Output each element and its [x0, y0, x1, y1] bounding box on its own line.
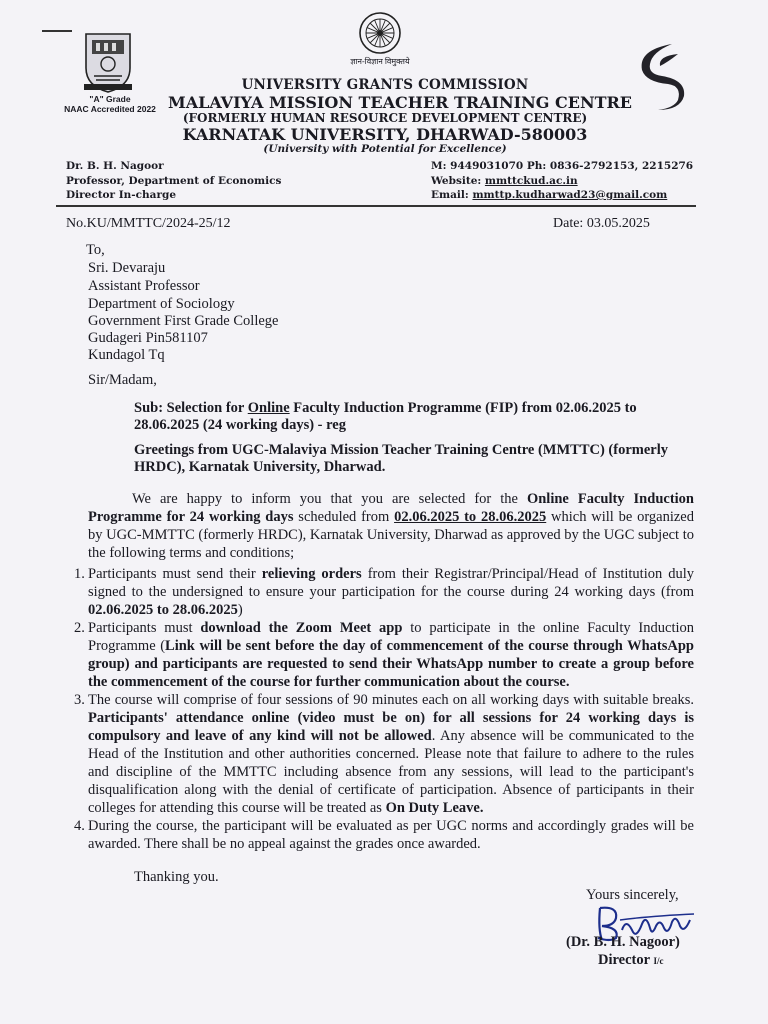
subject-line [134, 400, 694, 434]
term-text: The course will comprise of four sessions of 90 minutes each on all working days with suitable breaks. [88, 692, 694, 708]
term-number: 1. [74, 566, 85, 582]
closing-line: Yours sincerely, [586, 887, 679, 903]
addressee-department: Department of Sociology [88, 296, 235, 312]
addressee-taluk: Kundagol Tq [88, 347, 165, 363]
intro-text-1: We are happy to inform you that you are selected for the [132, 491, 527, 507]
salutation: Sir/Madam, [88, 372, 157, 388]
term-item [74, 691, 694, 817]
letter-date: Date: 03.05.2025 [553, 216, 650, 231]
term-emphasis: Link will be sent before the day of commencement of the course through WhatsApp group) and participants are requested to send their WhatsApp number to create a group before the commencement of the course for further communication about the course. [88, 638, 694, 690]
naac-accreditation [56, 94, 164, 114]
term-number: 3. [74, 692, 85, 708]
addressee-name: Sri. Devaraju [88, 260, 166, 276]
term-text: . Any absence will be communicated to the Head of the Institution and other authorities concerned. Please note that failure to adhere to the rules and discipline of the MMTTC including absence from any sessions, will lead to the participant's disqualification along with the denial of certificate of participation. Absence of participants in their colleges for attending this course will be treated as [88, 728, 695, 816]
naac-year: NAAC Accredited 2022 [64, 104, 156, 114]
term-emphasis: relieving orders [261, 566, 362, 582]
director-name: Dr. B. H. Nagoor [66, 160, 164, 172]
ugc-emblem-icon [358, 11, 402, 55]
email-label: Email: [431, 189, 473, 201]
designation-text: Director [598, 952, 654, 968]
reference-number: No.KU/MMTTC/2024-25/12 [66, 216, 231, 231]
former-name: (FORMERLY HUMAN RESOURCE DEVELOPMENT CENTRE) [182, 111, 588, 125]
intro-paragraph [88, 490, 694, 562]
website-label: Website: [431, 175, 485, 187]
term-item [74, 565, 694, 619]
term-emphasis: 02.06.2025 to 28.06.2025 [88, 602, 238, 618]
term-text: to participate in the online Faculty Induction Programme ( [88, 620, 694, 654]
term-emphasis: Participants' attendance online (video must be on) for all sessions for 24 working days is compulsory and leave of any kind will not be allowed [88, 710, 694, 744]
term-emphasis: On Duty Leave. [385, 800, 484, 816]
signer-designation [598, 952, 663, 969]
university-tagline: (University with Potential for Excellence) [263, 143, 507, 155]
corner-mark [42, 30, 72, 32]
intro-text-3: which will be organized by UGC-MMTTC (formerly HRDC), Karnatak University, Dharwad as approved by the UGC subject to the following terms and conditions; [88, 509, 694, 561]
addressee-place: Gudageri Pin581107 [88, 330, 208, 346]
university-name: KARNATAK UNIVERSITY, DHARWAD-580003 [182, 125, 588, 144]
subject-online: Online [247, 400, 290, 416]
email-link[interactable]: mmttp.kudharwad23@gmail.com [472, 189, 668, 201]
intro-dates: 02.06.2025 to 28.06.2025 [394, 509, 547, 525]
director-role: Director In-charge [66, 189, 177, 201]
greeting: Greetings from UGC-Malaviya Mission Teacher Training Centre (MMTTC) (formerly HRDC), Karnatak University, Dharwad. [134, 442, 669, 475]
intro-programme: Online Faculty Induction Programme for 24 working days [88, 491, 694, 525]
website-link[interactable]: mmttckud.ac.in [484, 175, 578, 187]
email-line [431, 189, 667, 201]
term-text: Participants must send their [88, 566, 262, 582]
term-number: 4. [74, 818, 85, 834]
centre-name: MALAVIYA MISSION TEACHER TRAINING CENTRE [168, 93, 632, 112]
term-text: from their Registrar/Principal/Head of Institution duly signed to the undersigned to ensure your participation for the course during 24 working days (from [88, 566, 694, 600]
term-text: Participants must [88, 620, 201, 636]
term-number: 2. [74, 620, 85, 636]
mmttc-logo-icon [628, 40, 688, 112]
addressee-designation: Assistant Professor [88, 278, 200, 294]
addressee-institution: Government First Grade College [88, 313, 279, 329]
ugc-motto: ज्ञान-विज्ञान विमुक्तये [350, 57, 410, 66]
address-to: To, [86, 242, 105, 258]
commission-name: UNIVERSITY GRANTS COMMISSION [241, 77, 529, 93]
director-post: Professor, Department of Economics [66, 175, 282, 187]
karnatak-university-emblem-icon [80, 30, 136, 94]
designation-suffix: I/c [653, 956, 664, 966]
terms-list [74, 565, 695, 853]
naac-grade: "A" Grade [89, 94, 131, 104]
website-line [431, 175, 578, 187]
header-divider [56, 205, 696, 207]
term-text: During the course, the participant will be evaluated as per UGC norms and accordingly grades will be awarded. There shall be no appeal against the grades once awarded. [88, 818, 694, 852]
subject-rest: Faculty Induction Programme (FIP) from 02.06.2025 to 28.06.2025 (24 working days) - reg [134, 400, 637, 433]
intro-text-2: scheduled from [293, 509, 395, 525]
phone-numbers: M: 9449031070 Ph: 0836-2792153, 2215276 [431, 160, 694, 172]
thanks-line: Thanking you. [134, 869, 219, 885]
term-text: ) [237, 602, 243, 618]
term-item [74, 817, 694, 853]
term-item [74, 619, 694, 691]
signer-name: (Dr. B. H. Nagoor) [566, 934, 680, 950]
term-emphasis: download the Zoom Meet app [200, 620, 403, 636]
subject-prefix: Sub: Selection for [134, 400, 248, 416]
